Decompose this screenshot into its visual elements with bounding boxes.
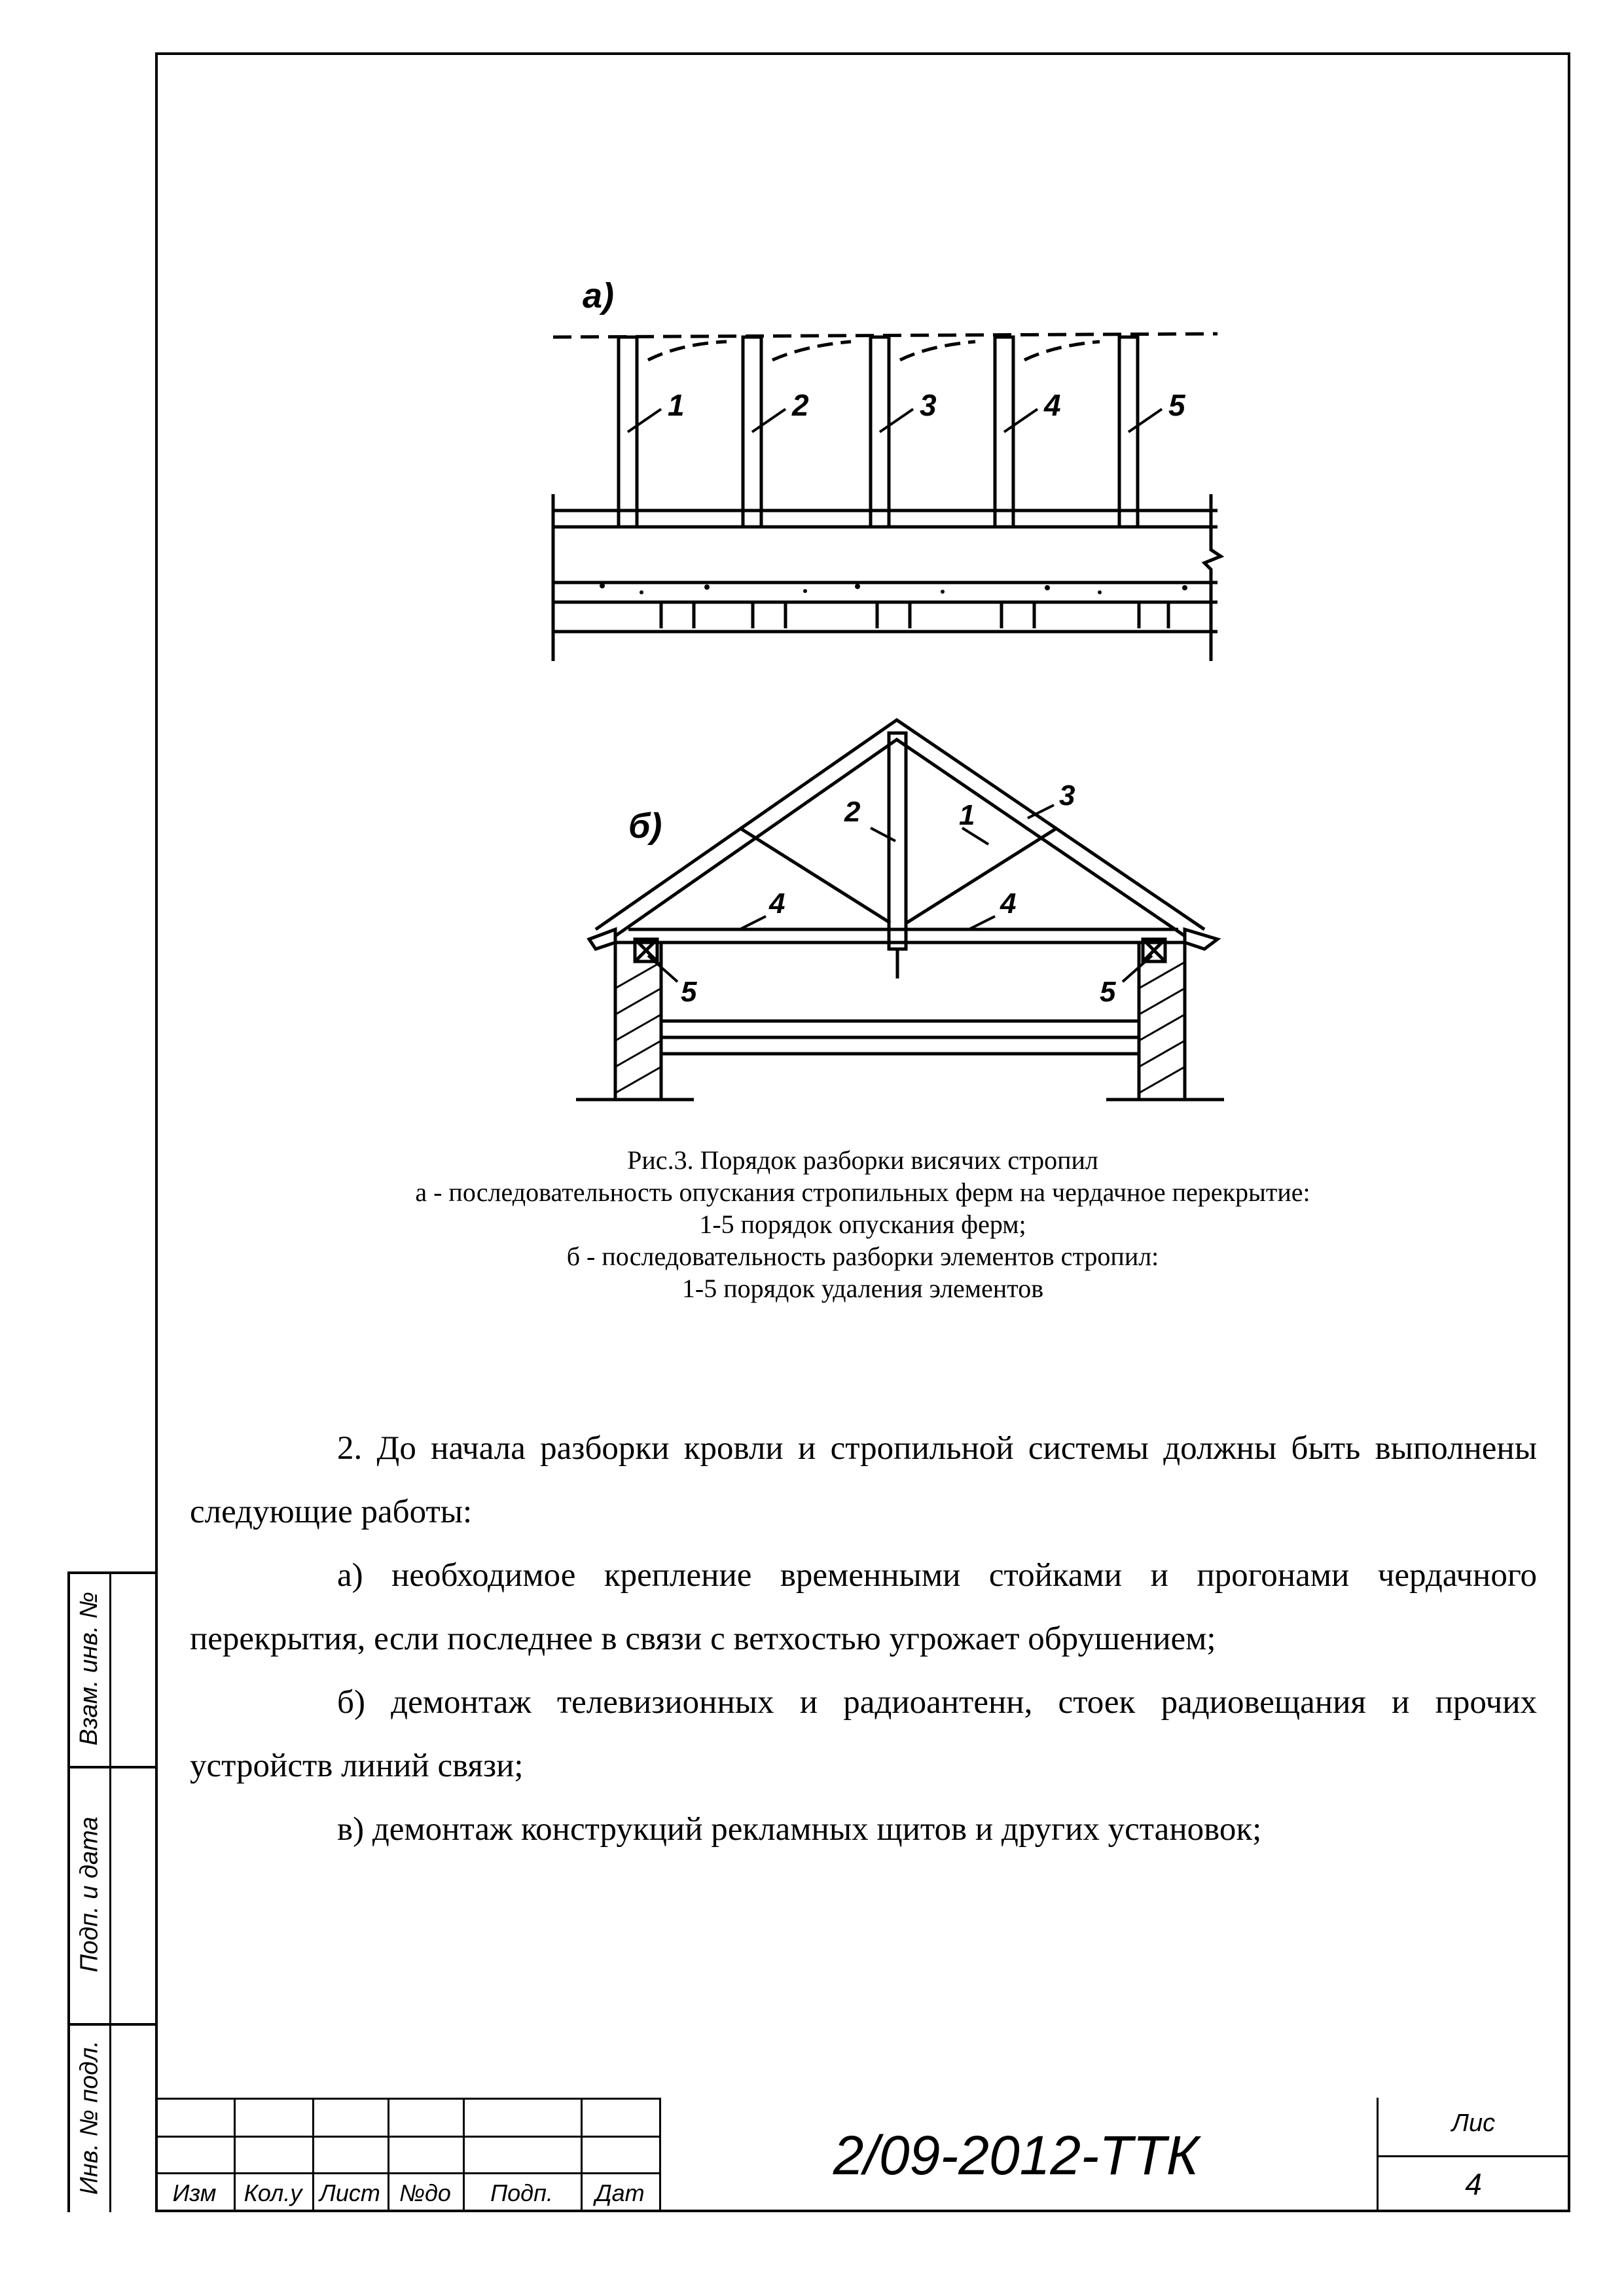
figure-b-label: б)	[628, 806, 662, 846]
paragraph: 2. До начала разборки кровли и стропильной системы должны быть выполнены следующие работы:	[190, 1430, 1537, 1530]
sheet-label: Лис	[1451, 2109, 1496, 2137]
title-block-col-ndo: №до	[399, 2179, 451, 2206]
body-text	[190, 1417, 1537, 1861]
swing-arc	[648, 342, 727, 360]
figure-b-rafter-dismantling	[576, 713, 1231, 1106]
figure-b-number: 3	[1059, 780, 1075, 812]
rafter-inner	[615, 740, 1185, 936]
figure-b-number: 1	[959, 799, 975, 831]
figure-a-number: 4	[1044, 388, 1061, 422]
side-stamp	[67, 1571, 155, 2212]
swing-arc	[772, 342, 851, 360]
title-block	[155, 2098, 1570, 2212]
paragraph: в) демонтаж конструкций рекламных щитов и других установок;	[337, 1811, 1262, 1848]
cornice-left	[589, 929, 615, 949]
paragraph: б) демонтаж телевизионных и радиоантенн, стоек радиовещания и прочих устройств линий связи;	[190, 1684, 1537, 1784]
rafter-outer	[596, 720, 1204, 929]
swing-arc	[900, 342, 975, 360]
sheet-number: 4	[1465, 2167, 1482, 2201]
figure-b-number: 5	[681, 976, 697, 1008]
title-block-col-podp: Подп.	[490, 2179, 553, 2206]
figure-a-number: 1	[668, 388, 685, 422]
joist-marks	[661, 602, 1168, 628]
figure-a-number: 2	[792, 388, 809, 422]
title-block-col-dat: Дат	[595, 2179, 645, 2206]
figure-b-number: 4	[769, 888, 785, 920]
king-post	[889, 733, 906, 949]
figure-a-number: 5	[1168, 388, 1185, 422]
figure-a-truss-lowering	[537, 268, 1244, 674]
side-stamp-label-inventory: Инв. № подл.	[75, 2040, 103, 2195]
title-block-col-izm: Изм	[172, 2179, 217, 2206]
figure-a-label: а)	[583, 276, 615, 315]
paragraph: а) необходимое крепление временными стойками и прогонами чердачного перекрытия, если последнее в связи с ветхостью угрожает обрушением;	[190, 1557, 1537, 1657]
figure-b-number: 2	[844, 796, 861, 828]
document-code: 2/09-2012-ТТК	[833, 2125, 1199, 2186]
caption-line: 1-5 порядок удаления элементов	[681, 1274, 1044, 1303]
swing-arc	[1024, 342, 1100, 360]
figure-caption	[155, 1144, 1570, 1304]
side-stamp-label-replaced: Взам. инв. №	[75, 1591, 103, 1746]
caption-line: б - последовательность разборки элементов стропил:	[566, 1242, 1159, 1271]
title-block-col-list: Лист	[319, 2179, 380, 2206]
figure-b-number: 5	[1100, 976, 1116, 1008]
figure-b-number: 4	[1000, 888, 1017, 920]
caption-line: а - последовательность опускания стропильных ферм на чердачное перекрытие:	[415, 1177, 1310, 1207]
figure-a-number: 3	[920, 388, 937, 422]
caption-line: 1-5 порядок опускания ферм;	[699, 1210, 1026, 1239]
cornice-right	[1185, 929, 1218, 949]
strut-left	[740, 828, 890, 923]
slab-break-right	[1204, 494, 1221, 661]
title-block-col-kolu: Кол.у	[244, 2179, 302, 2206]
strut-right	[907, 828, 1057, 923]
caption-line: Рис.3. Порядок разборки висячих стропил	[627, 1145, 1098, 1175]
side-stamp-label-signature: Подп. и дата	[75, 1816, 103, 1973]
